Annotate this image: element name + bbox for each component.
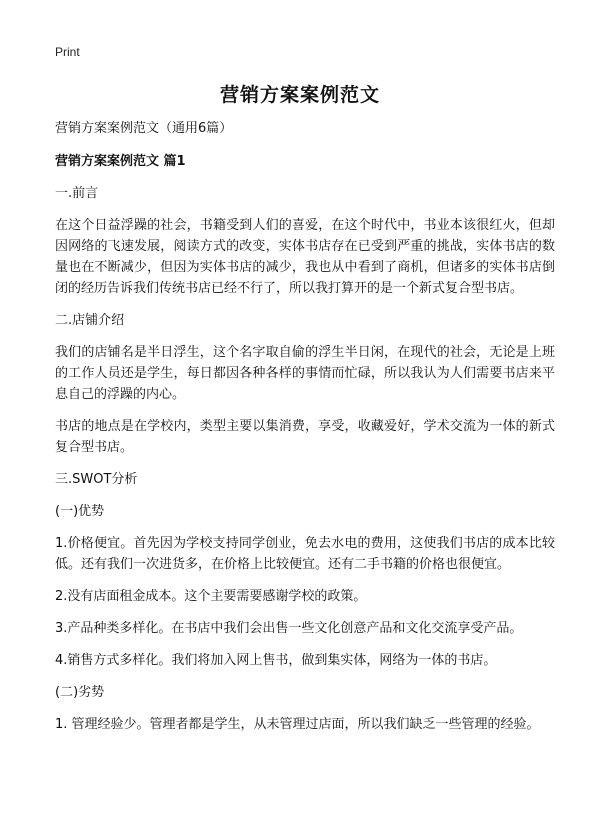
section-heading-swot: 三.SWOT分析 — [55, 472, 138, 487]
paragraph-store-name: 我们的店铺名是半日浮生，这个名字取自偷的浮生半日闲，在现代的社会，无论是上班的工作人员还是学生，每日都因各种各样的事情而忙碌，所以我认为人们需要书店来平息自己的浮躁的内心。 — [55, 345, 555, 402]
subheading-strengths: (一)优势 — [55, 504, 105, 519]
article-heading: 营销方案案例范文 篇1 — [55, 154, 186, 169]
print-link[interactable]: Print — [55, 45, 80, 59]
paragraph-weakness-management: 1. 管理经验少。管理者都是学生，从未管理过店面，所以我们缺乏一些管理的经验。 — [55, 717, 540, 732]
document-title: 营销方案案例范文 — [219, 84, 380, 106]
paragraph-strength-rent: 2.没有店面租金成本。这个主要需要感谢学校的政策。 — [55, 589, 367, 604]
subheading-weaknesses: (二)劣势 — [55, 685, 105, 700]
document-subtitle: 营销方案案例范文（通用6篇） — [55, 121, 233, 136]
section-heading-preface: 一.前言 — [55, 186, 99, 201]
paragraph-preface: 在这个日益浮躁的社会，书籍受到人们的喜爱，在这个时代中，书业本该很红火，但却因网络的飞速发展，阅读方式的改变，实体书店存在已受到严重的挑战，实体书店的数量也在不断减少，但因为实体书店的减少，我也从中看到了商机，但诸多的实体书店倒闭的经历告诉我们传统书店已经不行了，所以我打算开的是一个新式复合型书店。 — [55, 218, 555, 296]
document-body — [55, 118, 555, 746]
paragraph-strength-products: 3.产品种类多样化。在书店中我们会出售一些文化创意产品和文化交流享受产品。 — [55, 621, 523, 636]
paragraph-strength-price: 1.价格便宜。首先因为学校支持同学创业，免去水电的费用，这使我们书店的成本比较低。还有我们一次进货多，在价格上比较便宜。还有二手书籍的价格也很便宜。 — [55, 536, 555, 572]
paragraph-store-location: 书店的地点是在学校内，类型主要以集消费，享受，收藏爱好，学术交流为一体的新式复合型书店。 — [55, 419, 555, 455]
paragraph-strength-sales: 4.销售方式多样化。我们将加入网上售书，做到集实体，网络为一体的书店。 — [55, 653, 497, 668]
section-heading-store-intro: 二.店铺介绍 — [55, 313, 125, 328]
